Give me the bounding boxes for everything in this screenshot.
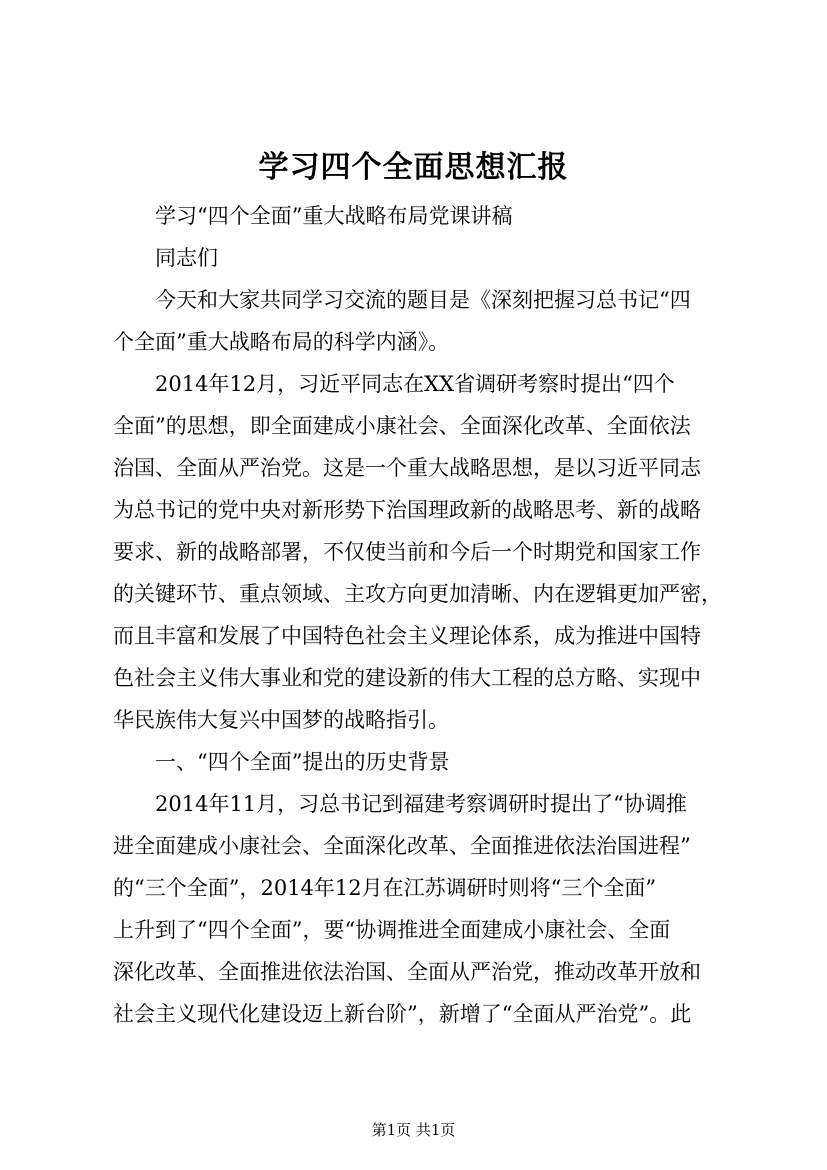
paragraph-line: 今天和大家共同学习交流的题目是《深刻把握习总书记“四 [155,288,691,312]
paragraph-line: 为总书记的党中央对新形势下治国理政新的战略思考、新的战略 [113,498,701,522]
document-title: 学习四个全面思想汇报 [258,150,569,185]
paragraph-line: 进全面建成小康社会、全面深化改革、全面推进依法治国进程” [113,834,691,858]
paragraph-line: 全面”的思想，即全面建成小康社会、全面深化改革、全面依法 [113,414,691,438]
salutation-line: 同志们 [155,246,218,270]
paragraph-line: 的关键环节、重点领域、主攻方向更加清晰、内在逻辑更加严密， [113,582,722,606]
paragraph-line: 要求、新的战略部署，不仅使当前和今后一个时期党和国家工作 [113,540,701,564]
paragraph-line: 的“三个全面”，2014年12月在江苏调研时则将“三个全面” [113,876,657,900]
paragraph-line: 个全面”重大战略布局的科学内涵》。 [113,330,450,354]
paragraph-line: 2014年11月，习总书记到福建考察调研时提出了“协调推 [155,792,687,816]
paragraph-line: 而且丰富和发展了中国特色社会主义理论体系，成为推进中国特 [113,624,701,648]
paragraph-line: 社会主义现代化建设迈上新台阶”，新增了“全面从严治党”。此 [113,1002,692,1026]
subtitle-line: 学习“四个全面”重大战略布局党课讲稿 [155,204,513,228]
document-body [113,195,723,1035]
paragraph-line: 色社会主义伟大事业和党的建设新的伟大工程的总方略、实现中 [113,666,701,690]
section-heading: 一、“四个全面”提出的历史背景 [155,750,450,774]
page-number-footer: 第1页 共1页 [371,1121,456,1139]
paragraph-line: 深化改革、全面推进依法治国、全面从严治党，推动改革开放和 [113,960,701,984]
paragraph-line: 2014年12月，习近平同志在XX省调研考察时提出“四个 [155,372,675,396]
paragraph-line: 上升到了“四个全面”，要“协调推进全面建成小康社会、全面 [113,918,671,942]
paragraph-line: 华民族伟大复兴中国梦的战略指引。 [113,708,449,732]
paragraph-line: 治国、全面从严治党。这是一个重大战略思想，是以习近平同志 [113,456,701,480]
